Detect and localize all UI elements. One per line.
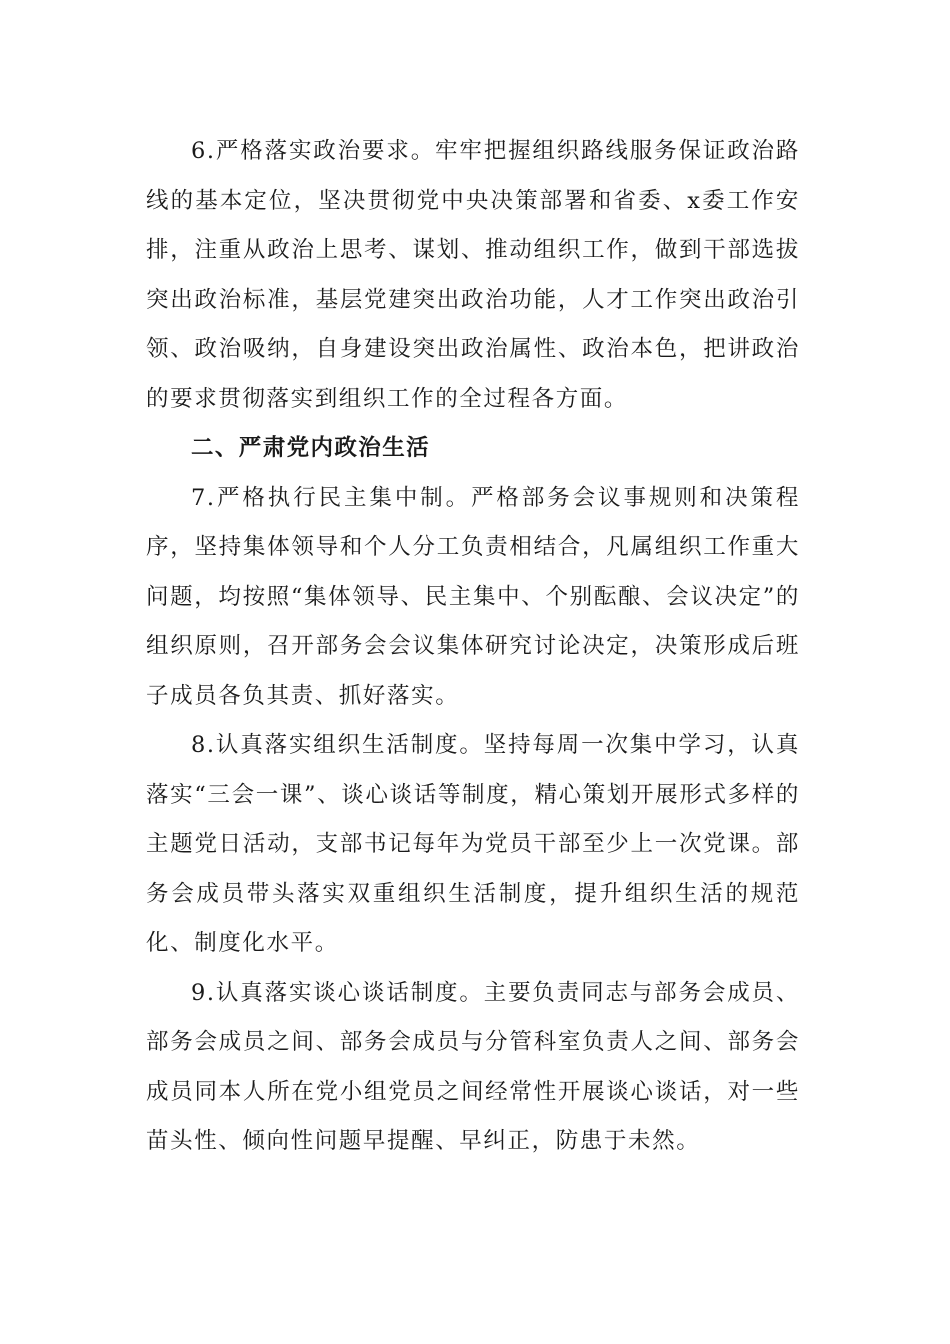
- section-heading: 二、严肃党内政治生活: [191, 435, 431, 461]
- paragraph-9: 9.认真落实谈心谈话制度。主要负责同志与部务会成员、部务会成员之间、部务会成员与分管科室负责人之间、部务会成员同本人所在党小组党员之间经常性开展谈心谈话，对一些苗头性、倾向性问题早提醒、早纠正，防患于未然。: [146, 979, 800, 1154]
- document-page: [146, 127, 800, 1167]
- paragraph-7: 7.严格执行民主集中制。严格部务会议事规则和决策程序，坚持集体领导和个人分工负责相结合，凡属组织工作重大问题，均按照“集体领导、民主集中、个别酝酿、会议决定”的组织原则，召开部务会会议集体研究讨论决定，决策形成后班子成员各负其责、抓好落实。: [146, 484, 800, 709]
- paragraph-6: 6.严格落实政治要求。牢牢把握组织路线服务保证政治路线的基本定位，坚决贯彻党中央决策部署和省委、x委工作安排，注重从政治上思考、谋划、推动组织工作，做到干部选拔突出政治标准，基层党建突出政治功能，人才工作突出政治引领、政治吸纳，自身建设突出政治属性、政治本色，把讲政治的要求贯彻落实到组织工作的全过程各方面。: [146, 138, 800, 412]
- paragraph-8: 8.认真落实组织生活制度。坚持每周一次集中学习，认真落实“三会一课”、谈心谈话等制度，精心策划开展形式多样的主题党日活动，支部书记每年为党员干部至少上一次党课。部务会成员带头落实双重组织生活制度，提升组织生活的规范化、制度化水平。: [146, 732, 800, 956]
